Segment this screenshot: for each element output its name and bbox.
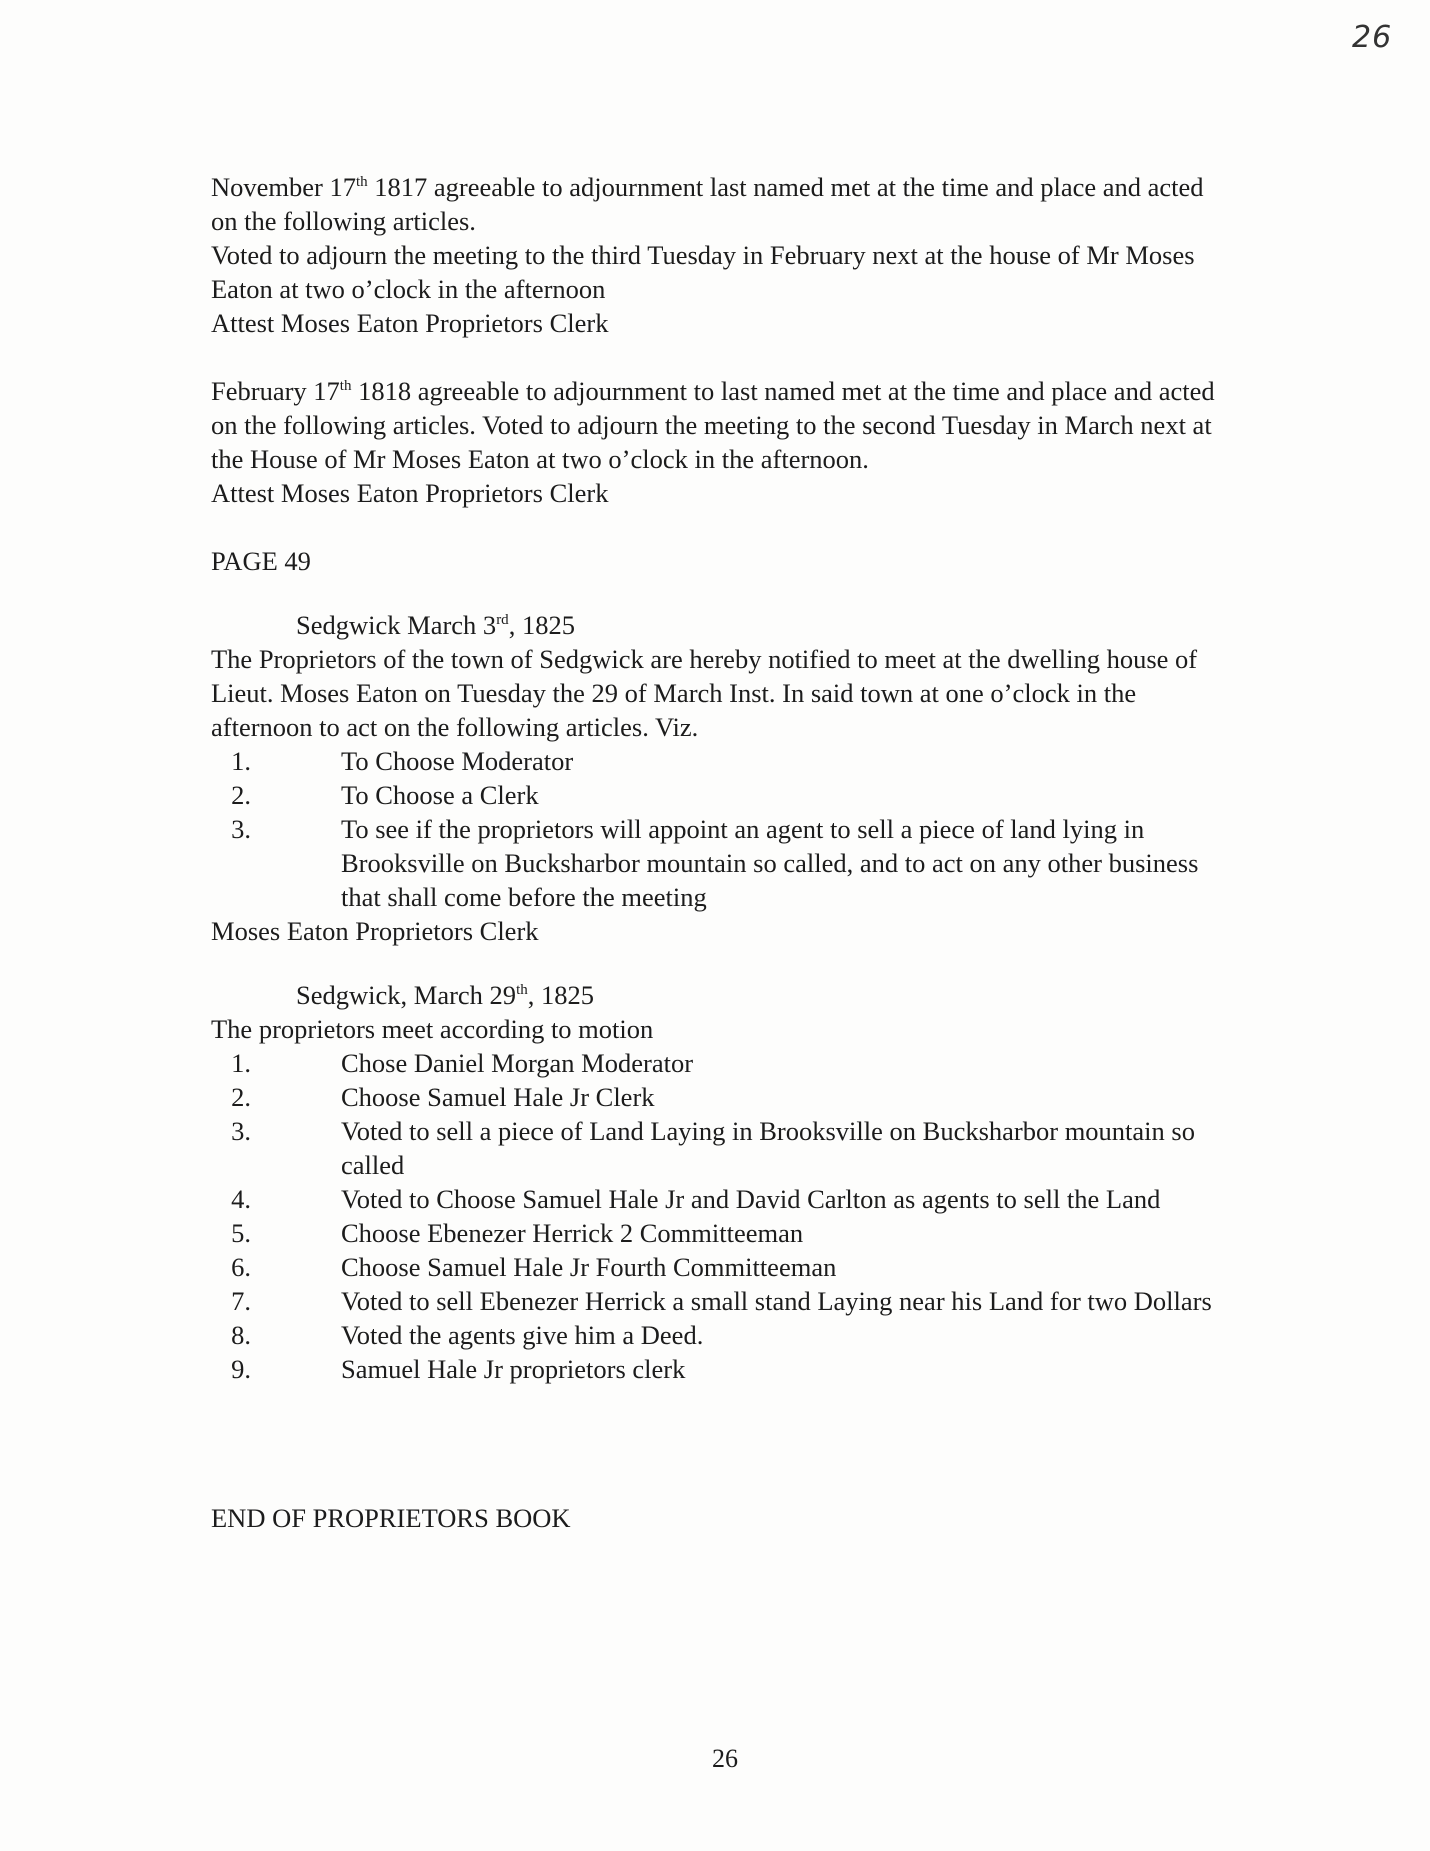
list-item	[211, 1114, 1231, 1182]
entry-text: 1817 agreeable to adjournment last named met at the time and place and acted on the following articles.	[211, 172, 1204, 236]
date-year: , 1825	[527, 980, 594, 1010]
entry-march-29-1825	[211, 978, 1231, 1386]
item-text: Chose Daniel Morgan Moderator	[341, 1048, 694, 1078]
item-text: To Choose Moderator	[341, 746, 574, 776]
entry-date-paragraph	[211, 374, 1231, 476]
attest-line: Attest Moses Eaton Proprietors Clerk	[211, 308, 609, 338]
item-number: 5.	[231, 1218, 251, 1248]
item-text: Voted to sell a piece of Land Laying in Brooksville on Bucksharbor mountain so called	[341, 1116, 1195, 1180]
list-item	[211, 1080, 1231, 1114]
meeting-date	[211, 978, 1231, 1012]
item-number: 2.	[231, 780, 251, 810]
vote-text: Voted to adjourn the meeting to the third Tuesday in February next at the house of Mr Moses Eaton at two o’clock in the afternoon	[211, 240, 1195, 304]
date-superscript: th	[339, 378, 352, 395]
list-item	[211, 1250, 1231, 1284]
item-number: 3.	[231, 814, 251, 844]
attest-line: Attest Moses Eaton Proprietors Clerk	[211, 478, 609, 508]
entry-march-3-1825	[211, 608, 1231, 948]
page-label: PAGE 49	[211, 546, 311, 576]
end-title: END OF PROPRIETORS BOOK	[211, 1503, 571, 1533]
date-year: , 1825	[508, 610, 575, 640]
notice-text: The Proprietors of the town of Sedgwick are hereby notified to meet at the dwelling house of Lieut. Moses Eaton on Tuesday the 29 of March Inst. In said town at one o’clock in the afternoon to act on the following articles. Viz.	[211, 644, 1198, 742]
list-item	[211, 778, 1231, 812]
list-item	[211, 812, 1231, 914]
item-text: Voted the agents give him a Deed.	[341, 1320, 704, 1350]
item-number: 6.	[231, 1252, 251, 1282]
meeting-intro: The proprietors meet according to motion	[211, 1014, 654, 1044]
item-text: Samuel Hale Jr proprietors clerk	[341, 1354, 686, 1384]
item-text: To see if the proprietors will appoint an agent to sell a piece of land lying in Brooksville on Bucksharbor mountain so called, and to act on any other business that shall come before the meeting	[341, 814, 1199, 912]
entry-february-1818	[211, 374, 1231, 510]
item-number: 1.	[231, 746, 251, 776]
notice-date	[211, 608, 1231, 642]
item-number: 4.	[231, 1184, 251, 1214]
list-item	[211, 1046, 1231, 1080]
item-number: 3.	[231, 1116, 251, 1146]
item-number: 9.	[231, 1354, 251, 1384]
list-item	[211, 1318, 1231, 1352]
list-item	[211, 1352, 1231, 1386]
document-body	[211, 170, 1231, 1535]
item-text: To Choose a Clerk	[341, 780, 539, 810]
date-text: Sedgwick March 3	[296, 610, 497, 640]
signature-line: Moses Eaton Proprietors Clerk	[211, 916, 539, 946]
item-text: Choose Samuel Hale Jr Fourth Committeeman	[341, 1252, 837, 1282]
item-text: Choose Ebenezer Herrick 2 Committeeman	[341, 1218, 804, 1248]
entry-text: 1818 agreeable to adjournment to last named met at the time and place and acted on the following articles. Voted to adjourn the meeting to the second Tuesday in March next at the House of Mr Moses Eaton at two o’clock in the afternoon.	[211, 376, 1215, 474]
list-item	[211, 1182, 1231, 1216]
item-number: 7.	[231, 1286, 251, 1316]
entry-november-1817	[211, 170, 1231, 340]
handwritten-page-number: 26	[1352, 20, 1393, 55]
footer-page-number: 26	[712, 1744, 738, 1773]
entry-date-paragraph	[211, 170, 1231, 238]
item-text: Choose Samuel Hale Jr Clerk	[341, 1082, 655, 1112]
date-superscript: th	[355, 174, 368, 191]
date-text: February 17	[211, 376, 340, 406]
item-number: 1.	[231, 1048, 251, 1078]
item-number: 8.	[231, 1320, 251, 1350]
item-text: Voted to Choose Samuel Hale Jr and David Carlton as agents to sell the Land	[341, 1184, 1161, 1214]
list-item	[211, 1216, 1231, 1250]
item-text: Voted to sell Ebenezer Herrick a small stand Laying near his Land for two Dollars	[341, 1286, 1212, 1316]
date-text: November 17	[211, 172, 356, 202]
date-superscript: th	[516, 982, 528, 999]
meeting-actions-list	[211, 1046, 1231, 1386]
item-number: 2.	[231, 1082, 251, 1112]
date-superscript: rd	[496, 612, 509, 629]
list-item	[211, 744, 1231, 778]
date-text: Sedgwick, March 29	[296, 980, 517, 1010]
notice-articles-list	[211, 744, 1231, 914]
list-item	[211, 1284, 1231, 1318]
